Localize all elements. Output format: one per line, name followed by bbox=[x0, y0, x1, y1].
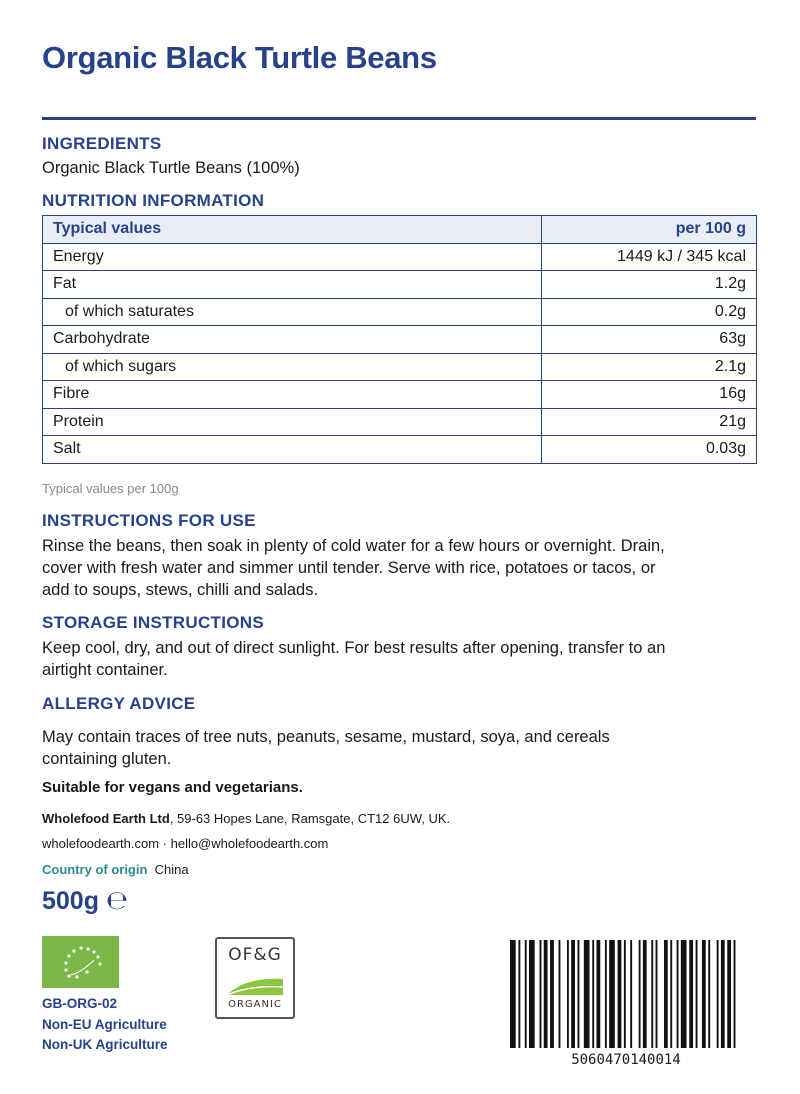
company-name: Wholefood Earth Ltd bbox=[42, 811, 170, 826]
allergy-line-1: May contain traces of tree nuts, peanuts, sesame, mustard, soya, and cereals bbox=[42, 728, 610, 746]
company-contact: wholefoodearth.com · hello@wholefoodearth.com bbox=[42, 836, 329, 851]
storage-heading: STORAGE INSTRUCTIONS bbox=[42, 613, 264, 632]
origin-value: China bbox=[154, 862, 189, 877]
barcode-bar bbox=[609, 940, 615, 1048]
nutrient-value: 1449 kJ / 345 kcal bbox=[542, 243, 757, 271]
barcode-bar bbox=[708, 940, 710, 1048]
allergy-heading: ALLERGY ADVICE bbox=[42, 694, 196, 713]
company-address-text: , 59-63 Hopes Lane, Ramsgate, CT12 6UW, UK. bbox=[169, 811, 451, 826]
country-of-origin bbox=[42, 862, 189, 877]
table-row bbox=[43, 381, 757, 409]
barcode-bar bbox=[596, 940, 600, 1048]
table-row bbox=[43, 436, 757, 464]
per-100g-header: per 100 g bbox=[542, 216, 757, 244]
table-row bbox=[43, 298, 757, 326]
barcode-bar bbox=[618, 940, 622, 1048]
nutrient-label: Salt bbox=[43, 436, 542, 464]
barcode-bar bbox=[550, 940, 554, 1048]
nutrient-label: Fat bbox=[43, 271, 542, 299]
barcode-bar bbox=[702, 940, 706, 1048]
ofg-organic-logo bbox=[215, 937, 295, 1019]
barcode-bar bbox=[630, 940, 632, 1048]
barcode-bar bbox=[639, 940, 641, 1048]
barcode-bar bbox=[656, 940, 658, 1048]
barcode-number: 5060470140014 bbox=[571, 1052, 681, 1068]
barcode-bar bbox=[721, 940, 725, 1048]
nutrient-value: 16g bbox=[542, 381, 757, 409]
table-row bbox=[43, 271, 757, 299]
nutrition-table bbox=[42, 215, 757, 464]
barcode-bar bbox=[567, 940, 569, 1048]
nutrient-value: 63g bbox=[542, 326, 757, 354]
barcode-bar bbox=[727, 940, 731, 1048]
barcode-bar bbox=[717, 940, 719, 1048]
nutrient-label: Energy bbox=[43, 243, 542, 271]
ofg-logo-text: OF&G bbox=[228, 945, 282, 965]
nutrient-value: 1.2g bbox=[542, 271, 757, 299]
ingredients-text: Organic Black Turtle Beans (100%) bbox=[42, 159, 300, 177]
barcode-bar bbox=[677, 940, 679, 1048]
nutrient-label: of which saturates bbox=[43, 298, 542, 326]
table-row bbox=[43, 243, 757, 271]
barcode-bar bbox=[681, 940, 687, 1048]
certification-block bbox=[42, 994, 168, 1056]
non-uk-agriculture: Non-UK Agriculture bbox=[42, 1037, 168, 1052]
barcode-bar bbox=[734, 940, 736, 1048]
barcode-bar bbox=[577, 940, 579, 1048]
nutrient-value: 21g bbox=[542, 408, 757, 436]
barcode-bar bbox=[525, 940, 527, 1048]
barcode-bar bbox=[696, 940, 698, 1048]
nutrient-value: 2.1g bbox=[542, 353, 757, 381]
ofg-hills-icon bbox=[225, 971, 285, 997]
instructions-line-1: Rinse the beans, then soak in plenty of cold water for a few hours or overnight. Drain, bbox=[42, 537, 665, 555]
non-eu-agriculture: Non-EU Agriculture bbox=[42, 1016, 167, 1032]
barcode-bar bbox=[624, 940, 626, 1048]
title-divider bbox=[42, 117, 756, 120]
ofg-organic-text: ORGANIC bbox=[228, 999, 282, 1010]
net-weight bbox=[42, 886, 128, 916]
suitable-note: Suitable for vegans and vegetarians. bbox=[42, 779, 303, 796]
barcode-bar bbox=[510, 940, 516, 1048]
company-address bbox=[42, 811, 450, 826]
nutrient-label: Protein bbox=[43, 408, 542, 436]
barcode-bar bbox=[689, 940, 693, 1048]
barcode-image bbox=[508, 940, 744, 1048]
barcode-bar bbox=[540, 940, 542, 1048]
eu-leaf-stars-icon bbox=[42, 936, 119, 988]
barcode-bar bbox=[529, 940, 535, 1048]
barcode-bar bbox=[559, 940, 561, 1048]
barcode-bar bbox=[584, 940, 590, 1048]
barcode-bar bbox=[605, 940, 607, 1048]
origin-label: Country of origin bbox=[42, 862, 148, 877]
barcode-bar bbox=[651, 940, 653, 1048]
product-title: Organic Black Turtle Beans bbox=[42, 40, 437, 75]
barcode-bar bbox=[518, 940, 520, 1048]
instructions-heading: INSTRUCTIONS FOR USE bbox=[42, 511, 256, 530]
table-row bbox=[43, 326, 757, 354]
nutrition-heading: NUTRITION INFORMATION bbox=[42, 191, 265, 210]
barcode-bar bbox=[664, 940, 668, 1048]
storage-line-1: Keep cool, dry, and out of direct sunlight. For best results after opening, transfer to an bbox=[42, 639, 666, 657]
barcode-bar bbox=[592, 940, 594, 1048]
barcode-bar bbox=[571, 940, 575, 1048]
barcode-bar bbox=[670, 940, 672, 1048]
instructions-line-3: add to soups, stews, chilli and salads. bbox=[42, 581, 319, 599]
storage-line-2: airtight container. bbox=[42, 661, 168, 679]
nutrient-value: 0.2g bbox=[542, 298, 757, 326]
nutrient-label: Fibre bbox=[43, 381, 542, 409]
nutrient-label: of which sugars bbox=[43, 353, 542, 381]
nutrition-footnote: Typical values per 100g bbox=[42, 481, 179, 496]
table-row bbox=[43, 353, 757, 381]
nutrient-value: 0.03g bbox=[542, 436, 757, 464]
nutrition-header-row bbox=[43, 216, 757, 244]
estimated-e-mark: ℮ bbox=[105, 886, 129, 916]
ingredients-heading: INGREDIENTS bbox=[42, 134, 162, 153]
certification-code: GB-ORG-02 bbox=[42, 996, 118, 1011]
barcode-bar bbox=[544, 940, 548, 1048]
table-row bbox=[43, 408, 757, 436]
barcode-bar bbox=[643, 940, 647, 1048]
instructions-line-2: cover with fresh water and simmer until tender. Serve with rice, potatoes or tacos, or bbox=[42, 559, 656, 577]
typical-values-header: Typical values bbox=[43, 216, 542, 244]
eu-organic-leaf-logo bbox=[42, 936, 119, 988]
nutrient-label: Carbohydrate bbox=[43, 326, 542, 354]
allergy-line-2: containing gluten. bbox=[42, 750, 172, 768]
weight-value: 500g bbox=[42, 887, 99, 915]
